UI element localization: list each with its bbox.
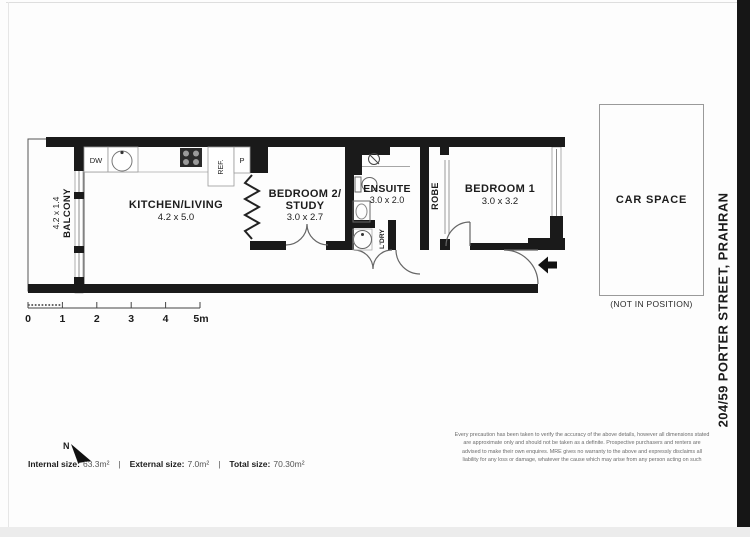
balcony-dims: 4.2 x 1.4 xyxy=(51,196,61,230)
door-swings xyxy=(286,222,538,284)
disclaimer-line: Every precaution has been taken to verify the accuracy of the above details, however all dimensions stated xyxy=(454,432,710,438)
scale-bar xyxy=(28,302,200,308)
right-edge-bar xyxy=(737,0,750,537)
robe-label: ROBE xyxy=(430,182,440,210)
car-space-label: CAR SPACE xyxy=(615,194,688,206)
disclaimer-line: liability for any loss or damage, whatever the cause which may arise from any person acting on such xyxy=(462,457,702,464)
ensuite-label: ENSUITE xyxy=(363,183,411,195)
car-space-note: (NOT IN POSITION) xyxy=(610,299,693,309)
bedroom2-double-door xyxy=(286,224,328,245)
entry-door xyxy=(504,250,538,284)
svg-text:5m: 5m xyxy=(193,313,209,325)
car-space-box xyxy=(599,104,704,296)
external-size-value: 7.0m² xyxy=(187,459,210,469)
total-size-label: Total size: xyxy=(229,459,271,469)
svg-text:3: 3 xyxy=(128,313,135,325)
kitchen-fixtures xyxy=(84,147,250,186)
external-size-label: External size: xyxy=(129,459,185,469)
kitchen-living-label: KITCHEN/LIVING xyxy=(128,199,224,211)
svg-text:4: 4 xyxy=(162,313,169,325)
entry-arrow-icon xyxy=(538,257,557,274)
separator: | xyxy=(218,459,221,469)
bedroom1-label: BEDROOM 1 xyxy=(464,183,536,195)
separator: | xyxy=(118,459,121,469)
stove-icon xyxy=(180,148,202,167)
north-label: N xyxy=(63,441,70,451)
size-summary xyxy=(28,459,305,469)
disclaimer-text xyxy=(452,431,712,465)
internal-size-label: Internal size: xyxy=(28,459,80,469)
kitchen-living-dims: 4.2 x 5.0 xyxy=(157,212,195,223)
ensuite-door xyxy=(396,250,420,274)
disclaimer-line: advised to make their own enquires. MRE gives no warranty to the above and expressly disclaims all xyxy=(462,448,702,455)
svg-text:2: 2 xyxy=(93,313,100,325)
balcony-label: BALCONY xyxy=(62,188,73,238)
laundry-label: L'DRY xyxy=(379,229,386,249)
disclaimer-line: are approximate only and should not be taken as a definite. Prospective purchasers and renters are xyxy=(463,440,701,447)
bedroom2-dims: 3.0 x 2.7 xyxy=(286,212,324,223)
svg-text:0: 0 xyxy=(25,313,31,325)
fridge-label: REF. xyxy=(218,159,225,175)
scale-labels xyxy=(25,313,209,325)
room-labels xyxy=(51,182,535,249)
laundry-doors xyxy=(354,250,392,269)
folding-partition xyxy=(245,175,259,239)
laundry-bench xyxy=(353,229,372,250)
pantry-label: P xyxy=(239,156,245,165)
total-size-value: 70.30m² xyxy=(273,459,305,469)
property-address: 204/59 PORTER STREET, PRAHRAN xyxy=(715,192,731,428)
dishwasher-label: DW xyxy=(89,156,103,165)
bottom-edge-strip xyxy=(0,527,750,537)
robe-sliding-doors xyxy=(445,160,449,234)
bedroom2-label-line1: BEDROOM 2/ xyxy=(268,188,342,200)
svg-text:1: 1 xyxy=(59,313,66,325)
ensuite-dims: 3.0 x 2.0 xyxy=(369,195,405,205)
toilet-icon xyxy=(355,177,361,192)
internal-size-value: 63.3m² xyxy=(82,459,110,469)
bedroom1-dims: 3.0 x 3.2 xyxy=(481,196,519,207)
bedroom2-label-line2: STUDY xyxy=(285,200,325,212)
